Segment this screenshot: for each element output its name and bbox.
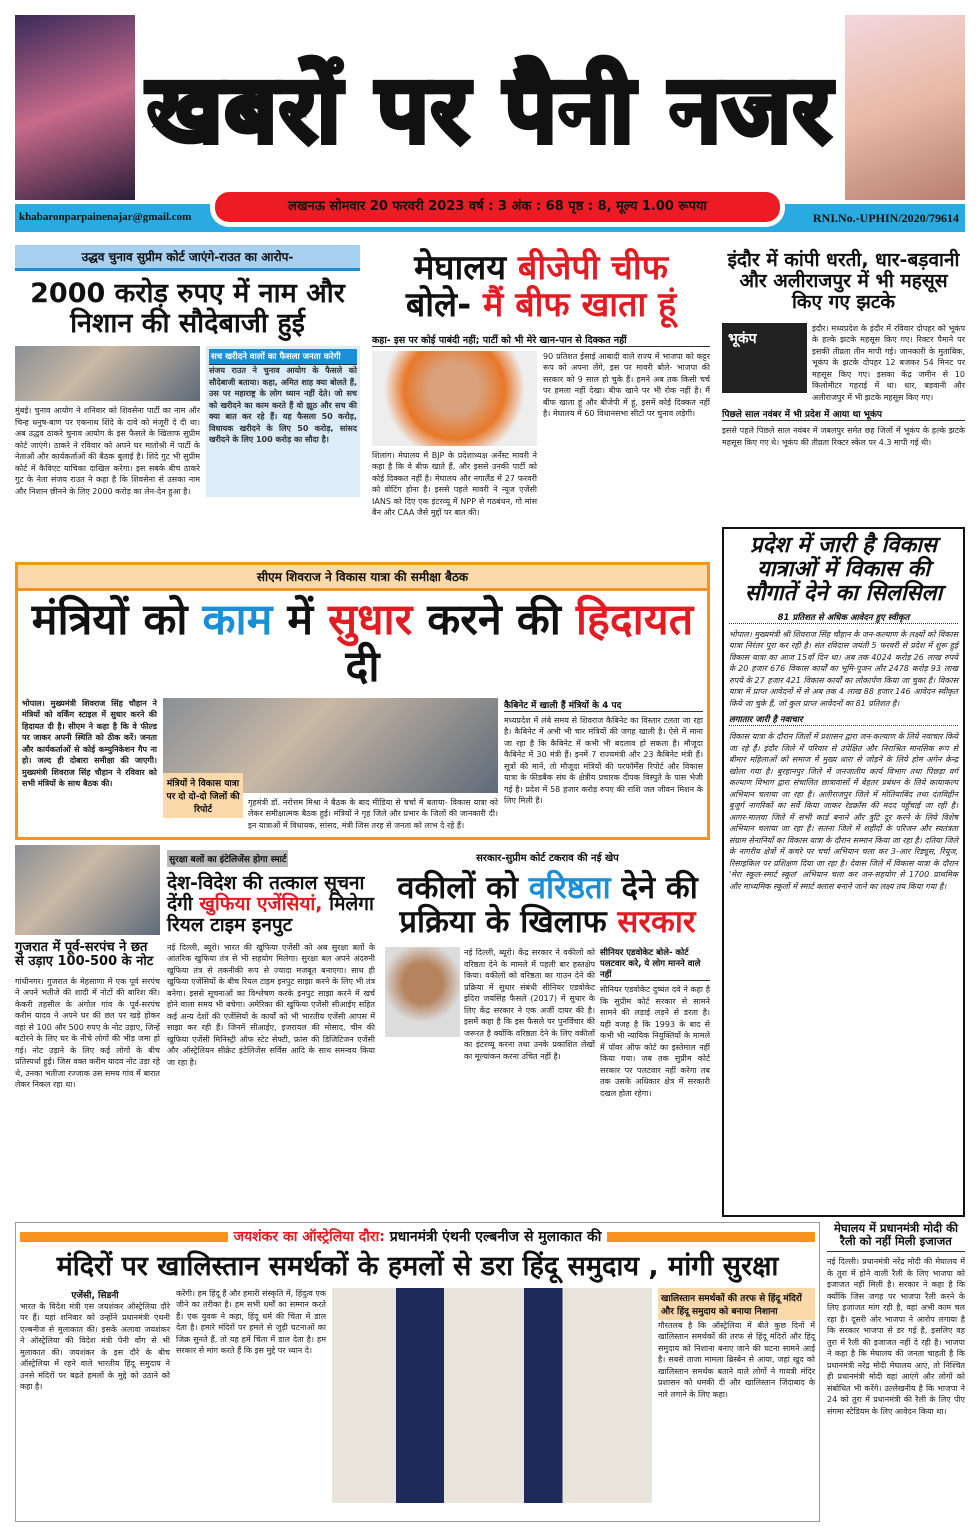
article-modi-rally (827, 1222, 965, 1417)
headline-part: में (272, 595, 329, 645)
subhead: पिछले साल नवंबर में भी प्रदेश में आया था भूकंप (722, 407, 965, 421)
headline-part: मेघालय (414, 248, 518, 288)
side-kicker: सच खरीदने वालों का फैसला जनता करेगी (209, 349, 357, 365)
headline-part: देश-विदेश की तत्काल सूचना देंगी (167, 872, 365, 915)
kicker: उद्धव चुनाव सुप्रीम कोर्ट जाएंगे-राउत का आरोप- (15, 245, 360, 271)
article-photo (385, 947, 460, 1037)
headline-part: हिदायत (575, 595, 694, 645)
headline: मंदिरों पर खालिस्तान समर्थकों के हमलों से डरा हिंदू समुदाय , मांगी सुरक्षा (56, 1251, 779, 1282)
article-photo (15, 346, 200, 401)
headline-part: सुधार (328, 595, 413, 645)
article-gujarat (15, 845, 160, 1091)
body: करेंगी। हम हिंदू हैं और हमारी संस्कृति में, हिंदुत्व एक जीने का तरीका है। हम सभी धर्मों का सम्मान करते हैं। एक युवक ने कहा, हिंदू धर्म की चिंता में डाल देता है। हमारे मंदिरों पर हमले से जुड़ी घटनाओं का जिक्र सुनते हैं, तो यह हमें चिंता में डाल देता है। हम सरकार से मांग करते हैं कि इस मुद्दे पर ध्यान दे। (176, 1288, 326, 1356)
article-lawyers (385, 847, 710, 1147)
subhead: कहा- इस पर कोई पाबंदी नहीं; पार्टी को भी मेरे खान-पान से दिक्कत नहीं (372, 333, 710, 347)
article-shivraj (15, 562, 710, 840)
photo-caption: मंत्रियों ने विकास यात्रा पर दो दो-दो जिलों की रिपोर्ट (163, 773, 243, 818)
headline-part: वकीलों को (397, 870, 529, 906)
headline-part: मिलेगा रियल टाइम इनपुट (167, 892, 374, 936)
body: नई दिल्ली, ब्यूरो। केंद्र सरकार ने वकीलों को वरिष्ठता देने के मामले में पहली बार हस्तक्षेप किया। वकीलों को वरिष्ठता का गाउन देने की प्रक्रिया में सुधार संबंधी सीनियर एडवोकेट इंदिरा जयसिंह फैसले (2017) में सुधार के लिए केंद्र सरकार ने एक अर्जी दायर की है। इसमें कहा है कि इस फैसले पर पुनर्विचार की जरूरत है क्योंकि वरिष्ठता देने के लिए वकीलों का इंटरव्यू करना तथा उनके प्रकाशित लेखों का मूल्यांकन करना उचित नहीं है। (464, 948, 595, 1061)
headline: प्रदेश में जारी है विकास यात्राओं में विकास की सौगातें देने का सिलसिला (744, 533, 943, 607)
body: मध्यप्रदेश में लंबे समय से शिवराज कैबिनेट का विस्तार टलता जा रहा है। कैबिनेट में अभी भी चार मंत्रियों की जगह खाली है। ऐसे में माना जा रहा है कि कैबिनेट में कभी भी बदलाव हो सकता है। मौजूदा कैबिनेट में 30 मंत्री हैं। इनमें 7 राज्यमंत्री और 23 कैबिनेट मंत्री हैं। सूत्रों की मानें, तो मौजूदा मंत्रियों की परफॉर्मेंस रिपोर्ट और विकास यात्रा के फीडबैक संघ के क्षेत्रीय प्रचारक दीपक विस्पुते के पास भेजी गई है। प्रदेश में 58 हजार करोड़ रुपए की राशि जल जीवन मिशन के लिए मिली है। (504, 715, 703, 806)
headline: गुजरात में पूर्व-सरपंच ने छत से उड़ाए 100-500 के नोट (15, 940, 154, 970)
body: नई दिल्ली। प्रधानमंत्री नरेंद्र मोदी की मेघालय में के तुरा में होने वाली रैली के लिए भाजपा को इजाजत नहीं मिली है। सरकार ने कहा है कि क्योंकि जिस जगह पर भाजपा रैली करने के लिए इजाजत मांग रही है, वहां अभी काम चल रहा है। दूसरी ओर भाजपा ने आरोप लगाया है कि सरकार भाजपा से डर गई है, इसलिए वह तुरा में रैली की इजाजत नहीं दे रही है। भाजपा ने कहा है कि मेघालय की जनता चाहती है कि प्रधानमंत्री नरेंद्र मोदी मेघालय आएं, तो निश्चित ही प्रधानमंत्री मोदी वहां आएंगे और लोगों को संबोधित भी करेंगे। उल्लेखनीय है कि भाजपा ने 24 को तुरा में प्रधानमंत्री की रैली के लिए पीए संगमा स्टेडियम के लिए आवेदन किया था। (827, 1257, 965, 1416)
body: विकास यात्रा के दौरान जिलों में प्रशासन द्वारा जन-कल्याण के लिये नवाचार किये जा रहे हैं। इंदौर जिले में परिवार से उपेक्षित और निराश्रित मानसिक रूप से बीमार महिलाओं को समाज में मुख्य धारा से जोड़ने के लिये होम अगेन केन्द्र खोला गया है। बुरहानपुर जिले में जनजातीय कार्य विभाग तथा पिछड़ा वर्ग कल्याण विभाग द्वारा संचालित छात्रावासों में बेहतर प्रबंधन के लिये कायाकल्प अभियान चलाया जा रहा है। अलीराजपुर जिले में मोतियाबिंद तथा दंतविहीन बुजुर्ग नागरिकों का सर्वे किया जाकर रेडक्रॉस की मदद पहुँचाई जा रही है। आगर-मालवा जिले में सभी कार्ड बनाने और त्रुटि दूर करने के लिये विशेष अभियान चलाया जा रहा है। सतना जिले में शहीदों के परिजन और स्वतंत्रता संग्राम सेनानियों का विकास यात्रा के दौरान सम्मान किया जा रहा है। दतिया जिले के नागरीय क्षेत्रों में कचरे पर चर्चा अभियान चला कर 3-आर रिड्यूस, रियूज, रिसाइकिल पर प्रशिक्षण दिया जा रहा है। देवास जिले में विकास यात्रा के दौरान 'मेरा स्कूल-स्मार्ट स्कूल' अभियान चला कर जन-सहयोग से 1700 प्राथमिक और माध्यमिक स्कूलों में स्मार्ट क्लास बनाने जाने का लक्ष्य तय किया गया है। (729, 732, 958, 891)
article-vikas-yatra (722, 527, 965, 1217)
headline-part: करने की (412, 595, 576, 645)
side-kicker: सीनियर एडवोकेट बोले- कोर्ट पलटवार करे, ये लोग मानने वाले नहीं (600, 947, 710, 981)
body: गृहमंत्री डॉ. नरोत्तम मिश्रा ने बैठक के बाद मीडिया से चर्चा में बताया- विकास यात्रा को लेकर समीक्षात्मक बैठक हुई। मंत्रियों ने गृह जिले और प्रभार के जिलों की जानकारी दी। इन यात्राओं में विधायक, सांसद, मंत्री जिस तरह से जनता को लाभ दे रहे हैं। (248, 797, 498, 830)
kicker: सीएम शिवराज ने विकास यात्रा की समीक्षा बैठक (18, 565, 707, 591)
headline: मेघालय में प्रधानमंत्री मोदी की रैली को नहीं मिली इजाजत (827, 1222, 965, 1252)
headline-part: खुफिया एजेंसियां, (199, 892, 323, 915)
article-photo (372, 351, 537, 446)
body: मुंबई। चुनाव आयोग ने शनिवार को शिवसेना पार्टी का नाम और चिन्ह धनुष-बाण पर एकनाथ शिंदे के दावे को मंजूरी दे दी था। अब उद्धव ठाकरे चुनाव आयोग के इस फैसले के खिलाफ सुप्रीम कोर्ट जाएंगे। ठाकरे ने रविवार को अपने घर मातोश्री में पार्टी के नेताओं और कार्यकर्ताओं की बैठक बुलाई है। शिंदे गुट भी सुप्रीम कोर्ट में कैविएट याचिका दाखिल करेगा। इस सबके बीच ठाकरे गुट के नेता संजय राउत ने कहा है कि शिवसेना से उसका नाम और निशान छीनने के लिए 2000 करोड़ का लेन-देन हुआ है। (15, 406, 200, 496)
headline-part: दी (345, 642, 380, 693)
article-jaishankar (15, 1222, 820, 1522)
body: शिलांग। मेघालय में BJP के प्रदेशाध्यक्ष अर्नेस्ट मावरी ने कहा है कि वे बीफ खाते हैं, और इससे उनकी पार्टी को कोई दिक्कत नहीं है। मेघालय और नगालैंड में 27 फरवरी को वोटिंग होना है। इससे पहले मावरी ने न्यूज एजेंसी IANS को दिए एक इंटरव्यू में NPP से गठबंधन, गो मांस बैन और CAA जैसे मुद्दों पर बात की। (372, 450, 537, 518)
side-body: गौरतलब है कि ऑस्ट्रेलिया में बीते कुछ दिनों में खालिस्तान समर्थकों की तरफ से हिंदू मंदिरों और हिंदू समुदाय को निशाना बनाए जाने की घटना सामने आई है। सबसे ताजा मामला ब्रिस्बेन से आया, जहां खुद को खालिस्तान समर्थक बताने वाले लोगों ने गायत्री मंदिर प्रशासन को धमकी दी और खालिस्तान जिंदाबाद के नारे लगाने के लिए कहा। (658, 1320, 815, 1399)
body: इससे पहले पिछले साल नवंबर में जबलपुर समेत छह जिलों में भूकंप के हल्के झटके महसूस किए गए थे। भूकंप की तीव्रता रिक्टर स्केल पर 4.3 मापी गई थी। (722, 426, 965, 447)
subhead: लगातार जारी है नवाचार (729, 714, 958, 726)
headline-part: बीजेपी चीफ (517, 248, 668, 288)
headline-part: सरकार (617, 904, 696, 941)
masthead-left-photo (15, 15, 135, 200)
headline-part: बोले- (405, 285, 484, 326)
email: khabaronparpainenajar@gmail.com (19, 211, 192, 223)
headline-part: मैं बीफ खाता हूं (483, 285, 677, 326)
subhead: 81 प्रतिशत से अधिक आवेदन हुए स्वीकृत (729, 612, 958, 624)
article-photo (15, 845, 160, 935)
dateline: लखनऊ सोमवार 20 फरवरी 2023 वर्ष : 3 अंक : 68 पृष्ठ : 8, मूल्य 1.00 रूपया (215, 192, 780, 222)
body: भोपाल। मुख्यमंत्री श्री शिवराज सिंह चौहान के जन-कल्याण के लक्ष्यों को विकास यात्रा निरंतर पूरा कर रही है। संत रविदास जयंती 5 फरवरी से प्रदेश में शुरू हुई विकास यात्रा का आज 15वाँ दिन था। अब तक 4024 करोड़ 26 लाख रुपये के 20 हजार 676 विकास कार्यों का भूमि-पूजन और 2478 करोड़ 93 लाख रुपये के 27 हजार 421 विकास कार्यों का लोकार्पण किया जा चुका है। विकास यात्रा में प्राप्त आवेदनों में से अब तक 4 लाख 88 हजार 146 आवेदन स्वीकृत किये जा चुके हैं, जो कुल प्राप्त आवेदनों का 81 प्रतिशत है। (729, 629, 958, 708)
kicker: सरकार-सुप्रीम कोर्ट टकराव की नई खेप (476, 853, 619, 864)
newspaper-title: खबरों पर पैनी नजर (147, 56, 833, 163)
kicker-part: प्रधानमंत्री एंथनी एल्बनीज से मुलाकात की (384, 1229, 602, 1245)
body: नई दिल्ली, ब्यूरो। भारत की खुफिया एजेंसी को अब सुरक्षा बलों के आंतरिक खुफिया तंत्र से भी सहयोग मिलेगा। सुरक्षा बल अपने अंदरुनी खुफिया तंत्र से तकनीकी रूप से ज्यादा मजबूत बनाएगा। साथ ही खुफिया एजेंसियों के बीच रियल टाइम इनपुट साझा करने के लिए भी तंत्र बनेगा। इससे सूचनाओं का विश्लेषण करके इनपुट साझा करने में खर्च होने वाला समय भी बचेगा। अमेरिका की खुफिया एजेंसी सीआईए सहित कई अन्य देशों की एजेंसियों के कार्यों को भी भारतीय एजेंसी आपस में साझा कर रही हैं। जिनमें सीआईए, इजरायल की मोसाद, चीन की खुफिया एजेंसी मिनिस्ट्री ऑफ स्टेट सेफ्टी, फ्रांस की डिजिटिजन एजेंसी और ऑस्ट्रेलियन सीक्रेट इंटेलिजेंस सर्विस आदि के साथ समन्वय किया जा रहा है। (167, 942, 375, 1067)
rni-number: RNI.No.-UPHIN/2020/79614 (813, 211, 959, 225)
side-body: सीनियर एडवोकेट दुष्यंत दवे ने कहा है कि सुप्रीम कोर्ट सरकार से सामने सामने की लड़ाई लड़ने से डरता है। यही वजह है कि 1993 के बाद से कभी भी न्यायिक नियुक्तियों के मामले में पॉवर ऑफ कोर्ट का इस्तेमाल नहीं किया गया। जब तक सुप्रीम कोर्ट सरकार पर पलटवार नहीं करेगा तब तक उसके अधिकार क्षेत्र में सरकारी दखल होता रहेगा। (600, 985, 710, 1098)
headline: 2000 करोड़ रुपए में नाम और निशान की सौदेबाजी हुई (30, 278, 345, 339)
headline-part: देने की प्रक्रिया के खिलाफ (399, 870, 698, 941)
headline-part: मंत्रियों को (31, 595, 203, 645)
subhead: कैबिनेट में खाली हैं मंत्रियों के 4 पद (504, 698, 703, 712)
body: इंदौर। मध्यप्रदेश के इंदौर में रविवार दोपहर को भूकंप के हल्के झटके महसूस किए गए। रिक्टर पैमाने पर इसकी तीव्रता तीन मापी गई। जानकारी के मुताबिक, भूकंप के झटके दोपहर 12 बजकर 54 मिनट पर महसूस किए गए। इसका केंद्र जमीन से 10 किलोमीटर गहराई में था। धार, बड़वानी और अलीराजपुर में भी झटके महसूस किए गए। (812, 323, 965, 402)
headline-part: वरिष्ठता (528, 870, 611, 906)
body: गांधीनगर। गुजरात के मेहसाणा में एक पूर्व सरपंच ने अपने भतीजे की शादी में नोटों की बारिश की। केकरी तहसील के अंगोल गांव के पूर्व-सरपंच करीम यादव ने अपने घर की छत पर खड़े होकर वहां से 100 और 500 रुपए के नोट उड़ाए, जिन्हें बटोरने के लिए घर के नीचे लोगों की भीड़ जमा हो गई। नोट उड़ाने के लिए कई लोगों के बीच प्रतिस्पर्धा हुई। जिस वक्त करीम यादव नोट उड़ा रहे थे, उनका भतीजा रज्जाक उस समय गांव में बारात लेकर निकल रहा था। (15, 976, 160, 1090)
body: 90 प्रतिशत ईसाई आबादी वाले राज्य में भाजपा को कट्टर रूप को अपना लेंगे, इस पर मावरी बोले- भाजपा की सरकार को 9 साल हो चुके हैं। हमने अब तक किसी चर्च पर हमला नहीं देखा। बीफ खाने पर भी रोक नहीं है। मैं बीफ खाता हूं और बीजेपी में हूं, इसमें कोई दिक्कत नहीं है। मेघालय में 60 विधानसभा सीटों पर चुनाव लड़ेगी। (543, 351, 710, 419)
meeting-photo (332, 1288, 652, 1503)
article-uddhav (15, 245, 360, 497)
headline: इंदौर में कांपी धरती, धार-बड़वानी और अलीराजपुर में भी महसूस किए गए झटके (727, 249, 960, 313)
article-indore-quake (722, 250, 965, 448)
body: भारत के विदेश मंत्री एस जयशंकर ऑस्ट्रेलिया दौरे पर हैं। यहां शनिवार को उन्होंने प्रधानमंत्री एंथनी एल्बनीज से मुलाकात की। इसके अलावा जयशंकर ने ऑस्ट्रेलिया की विदेश मंत्री पेनी वोंग से भी मुलाकात की। जयशंकर के इस दौरे के बीच ऑस्ट्रेलिया में रहने वाले भारतीय हिंदू समुदाय ने उनसे मंदिरों पर बढ़ते हमलों के मुद्दे को उठाने को कहा है। (20, 1301, 170, 1392)
side-kicker: खालिस्तान समर्थकों की तरफ से हिंदू मंदिरों और हिंदू समुदाय को बनाया निशाना (658, 1288, 815, 1320)
earthquake-image: भूकंप (722, 323, 807, 393)
article-intelligence (167, 847, 375, 1068)
article-meghalaya-bjp (372, 250, 710, 519)
byline: एजेंसी, सिडनी (71, 1290, 119, 1301)
kicker: सुरक्षा बलों का इंटेलिजेंस होगा स्मार्ट (167, 850, 288, 867)
headline-part: काम (202, 595, 273, 645)
kicker-part: जयशंकर का ऑस्ट्रेलिया दौरा: (233, 1229, 385, 1245)
body: भोपाल। मुख्यमंत्री शिवराज सिंह चौहान ने मंत्रियों को वर्किंग स्टाइल में सुधार करने की हिदायत दी है। सीएम ने कहा है कि वे फील्ड पर जाकर अपनी स्थिति को ठीक करें। जनता और कार्यकर्ताओं से कोई कम्युनिकेशन गैप ना हो। जल्द ही दोबारा समीक्षा की जाएगी। मुख्यमंत्री शिवराज सिंह चौहान ने रविवार को सभी मंत्रियों के साथ बैठक की। (22, 698, 157, 789)
side-body: संजय राउत ने चुनाव आयोग के फैसले को सौदेबाजी बताया। कहा, अमित शाह क्या बोलते हैं, उस पर महाराष्ट्र के लोग ध्यान नहीं देते। जो सच को खरीदने का काम करते हैं वो झूठ और सच की क्या बात कर रहे हैं। यह फैसला 50 करोड़, विधायक खरीदने के लिए 50 करोड़, सांसद खरीदने के लिए 100 करोड़ का सौदा है। (209, 366, 357, 445)
masthead-right-photo (845, 15, 965, 200)
